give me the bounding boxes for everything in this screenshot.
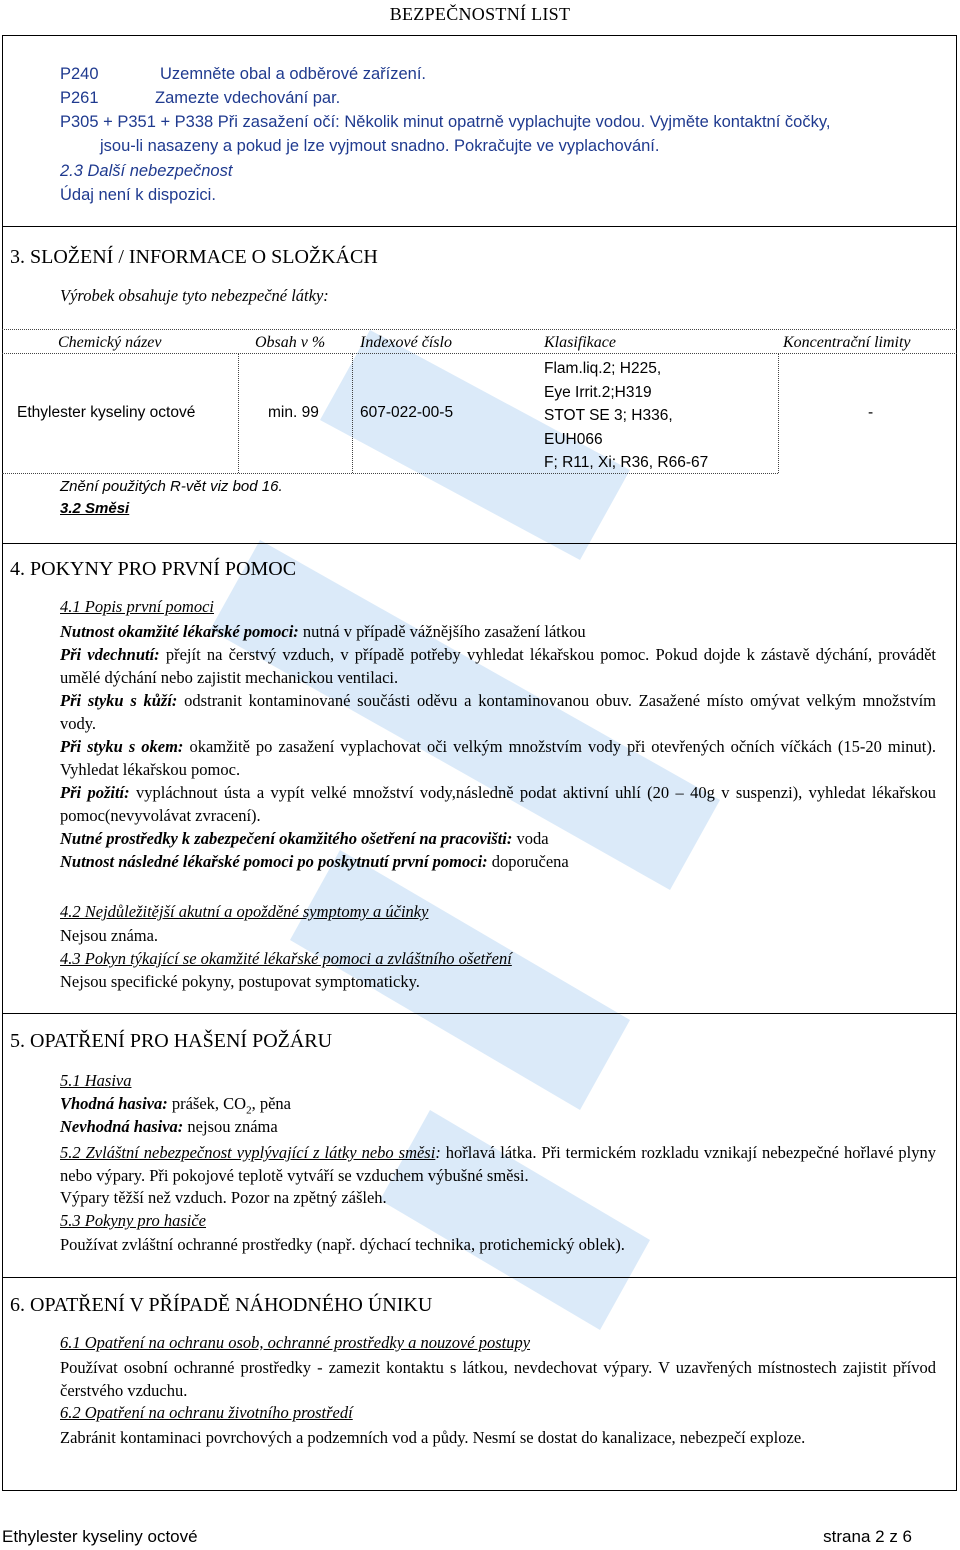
section-5-2-title: 5.2 Zvláštní nebezpečnost vyplývající z látky nebo směsi <box>60 1143 436 1162</box>
section-5-2 <box>60 1141 936 1187</box>
section-4-title: 4. POKYNY PRO PRVNÍ POMOC <box>10 558 297 580</box>
section-6-2-text: Zabránit kontaminaci povrchových a podzemních vod a půdy. Nesmí se dostat do kanalizace, nebezpečí exploze. <box>60 1428 806 1447</box>
inhalation <box>60 643 936 689</box>
section-5-3-text: Používat zvláštní ochranné prostředky (např. dýchací technika, protichemický oblek). <box>60 1235 625 1254</box>
unsuitable-extinguishers <box>60 1117 278 1137</box>
substance-content: min. 99 <box>268 404 319 421</box>
inhalation-text: přejít na čerstvý vzduch, v případě potřeby vyhledat lékařskou pomoc. Pokud dojde k zástavě dýchání, provádět umělé dýchání nebo zajistit mechanickou ventilaci. <box>60 645 937 687</box>
section-4-2-title: 4.2 Nejdůležitější akutní a opožděné symptomy a účinky <box>60 902 429 921</box>
follow-up-help-label: Nutnost následné lékařské pomoci po poskytnutí první pomoci: <box>60 852 488 871</box>
column-header-limits: Koncentrační limity <box>783 334 911 351</box>
document-header-title: BEZPEČNOSTNÍ LIST <box>389 4 571 24</box>
classification-line: STOT SE 3; H336, <box>544 407 673 424</box>
section-5-2-colon: : <box>435 1143 441 1162</box>
section-6-title: 6. OPATŘENÍ V PŘÍPADĚ NÁHODNÉHO ÚNIKU <box>10 1294 433 1316</box>
section-6-1-title: 6.1 Opatření na ochranu osob, ochranné prostředky a nouzové postupy <box>60 1333 531 1352</box>
classification-line: F; R11, Xi; R36, R66-67 <box>544 454 709 471</box>
section-4-1-title: 4.1 Popis první pomoci <box>60 597 214 616</box>
section-5-2-text-2: Výpary těžší než vzduch. Pozor na zpětný zášleh. <box>60 1188 387 1207</box>
p261-text: Zamezte vdechování par. <box>155 89 341 107</box>
p240-code: P240 <box>60 65 99 83</box>
substance-limits: - <box>868 404 874 421</box>
first-aid-block <box>60 620 936 873</box>
classification-line: EUH066 <box>544 430 603 448</box>
section-4-3-title: 4.3 Pokyn týkající se okamžité lékařské pomoci a zvláštního ošetření <box>60 949 512 968</box>
workplace-means-text: voda <box>512 829 549 848</box>
ingestion-text: vypláchnout ústa a vypít velké množství vody,následně podat aktivní uhlí (20 – 40g v suspenzi), vyhledat lékařskou pomoc(nevyvolávat zvracení). <box>60 783 936 825</box>
column-header-classification: Klasifikace <box>544 334 616 351</box>
p305-line2: jsou-li nasazeny a pokud je lze vyjmout snadno. Pokračujte ve vyplachování. <box>100 137 660 155</box>
footer-product-name: Ethylester kyseliny octové <box>2 1527 198 1546</box>
classification-line: Flam.liq.2; H225, <box>544 360 662 377</box>
section-6-1-text: Používat osobní ochranné prostředky - zamezit kontaktu s látkou, nevdechovat výpary. V uzavřených místnostech zajistit přívod čerstvého vzduchu. <box>60 1358 936 1400</box>
inhalation-label: Při vdechnutí: <box>60 645 160 664</box>
table-col-divider <box>238 353 239 473</box>
divider <box>2 1277 957 1278</box>
section-3-subtitle: Výrobek obsahuje tyto nebezpečné látky: <box>60 286 329 305</box>
ingestion <box>60 781 936 827</box>
table-header-border <box>2 353 957 354</box>
section-2-3-title: 2.3 Další nebezpečnost <box>60 162 233 180</box>
p240-text: Uzemněte obal a odběrové zařízení. <box>160 65 426 83</box>
eye-contact <box>60 735 936 781</box>
section-4-2-text: Nejsou známa. <box>60 926 159 945</box>
ingestion-label: Při požití: <box>60 783 130 802</box>
section-2-3-text: Údaj není k dispozici. <box>60 186 216 204</box>
section-5-2-text: hořlavá látka. Při termickém rozkladu vznikají nebezpečné hořlavé plyny nebo výpary. Při pokojové teplotě vytváří se vzduchem výbušné směsi. <box>60 1143 937 1185</box>
table-col-divider <box>352 353 353 473</box>
section-3-2-title: 3.2 Směsi <box>60 500 130 517</box>
eye-contact-text: okamžitě po zasažení vyplachovat oči velkým množstvím vody při otevřených očních víčkách (15-20 minut). Vyhledat lékařskou pomoc. <box>60 737 936 779</box>
table-col-divider <box>778 353 779 473</box>
divider <box>2 226 957 227</box>
skin-contact <box>60 689 936 735</box>
column-header-content: Obsah v % <box>255 334 326 351</box>
p305-line1: P305 + P351 + P338 Při zasažení očí: Několik minut opatrně vyplachujte vodou. Vyjměte kontaktní čočky, <box>60 113 831 131</box>
suitable-extinguishers-label: Vhodná hasiva: <box>60 1094 168 1113</box>
co2-subscript: 2 <box>246 1104 252 1117</box>
follow-up-help-text: doporučena <box>487 852 569 871</box>
urgent-help-text: nutná v případě vážnějšího zasažení látkou <box>298 622 586 641</box>
table-top-border <box>2 329 957 330</box>
substance-index-number: 607-022-00-5 <box>360 404 454 421</box>
section-5-1-title: 5.1 Hasiva <box>60 1071 132 1090</box>
suitable-extinguishers-text: prášek, CO <box>167 1094 247 1113</box>
divider <box>2 1013 957 1014</box>
eye-contact-label: Při styku s okem: <box>60 737 184 756</box>
substance-classification <box>544 357 708 475</box>
column-header-index: Indexové číslo <box>360 334 452 351</box>
suitable-extinguishers-text-end: , pěna <box>251 1094 291 1113</box>
substance-name: Ethylester kyseliny octové <box>17 404 196 421</box>
suitable-extinguishers <box>60 1094 291 1116</box>
section-3-title: 3. SLOŽENÍ / INFORMACE O SLOŽKÁCH <box>10 246 378 268</box>
p261-code: P261 <box>60 89 99 107</box>
section-6-2-title: 6.2 Opatření na ochranu životního prostředí <box>60 1403 353 1422</box>
section-5-3-title: 5.3 Pokyny pro hasiče <box>60 1211 207 1230</box>
follow-up-help <box>60 850 936 873</box>
column-header-name: Chemický název <box>58 334 162 351</box>
classification-line: Eye Irrit.2;H319 <box>544 383 652 401</box>
unsuitable-extinguishers-text: nejsou známa <box>183 1117 278 1136</box>
urgent-help-label: Nutnost okamžité lékařské pomoci: <box>60 622 299 641</box>
urgent-help <box>60 620 936 643</box>
r-phrases-note: Znění použitých R-vět viz bod 16. <box>60 478 283 495</box>
workplace-means <box>60 827 936 850</box>
skin-contact-label: Při styku s kůží: <box>60 691 178 710</box>
skin-contact-text: odstranit kontaminované součásti oděvu a kontaminovanou obuv. Zasažené místo omývat velkým množstvím vody. <box>60 691 936 733</box>
footer-page-number: strana 2 z 6 <box>823 1527 912 1546</box>
section-4-3-text: Nejsou specifické pokyny, postupovat symptomaticky. <box>60 972 420 991</box>
unsuitable-extinguishers-label: Nevhodná hasiva: <box>60 1117 184 1136</box>
workplace-means-label: Nutné prostředky k zabezpečení okamžitého ošetření na pracovišti: <box>60 829 513 848</box>
divider <box>2 543 957 544</box>
section-5-title: 5. OPATŘENÍ PRO HAŠENÍ POŽÁRU <box>10 1030 333 1052</box>
